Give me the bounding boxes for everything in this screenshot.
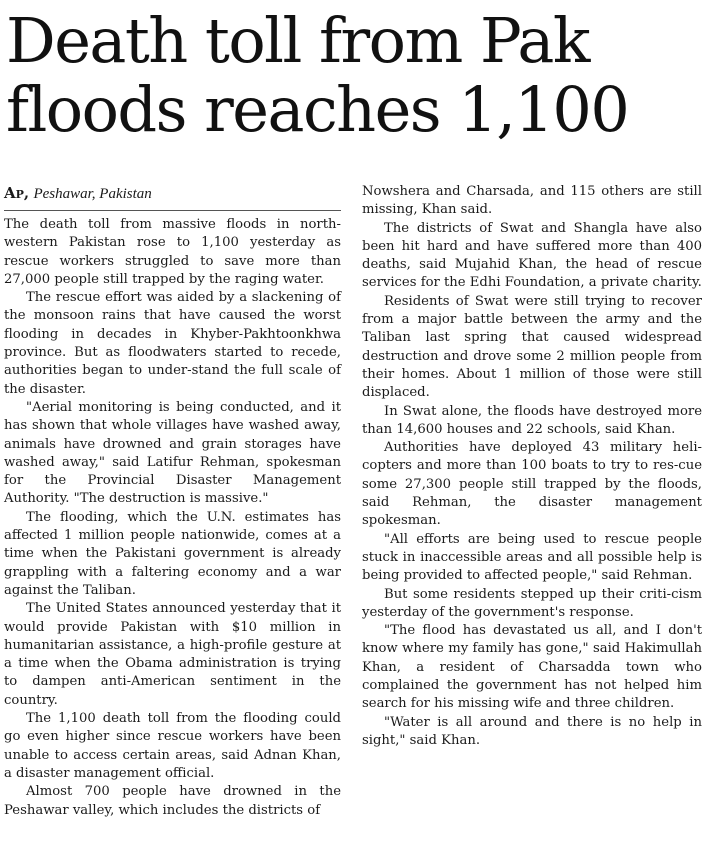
paragraph: The districts of Swat and Shangla have also been hit hard and have suffered more than 400 deaths, said Mujahid Khan, the head of rescue services for the Edhi Foundation, a private charity.	[362, 220, 702, 291]
paragraph: The flooding, which the U.N. estimates has affected 1 million people nationwide, comes at a time when the Pakistani government is already grappling with a faltering economy and a war against the Taliban.	[4, 509, 341, 598]
byline-location: Peshawar, Pakistan	[33, 186, 152, 202]
paragraph: "All efforts are being used to rescue people stuck in inaccessible areas and all possible help is being provided to affected people," said Rehman.	[362, 531, 702, 584]
paragraph: The United States announced yesterday that it would provide Pakistan with $10 million in humanitarian assistance, a high-profile gesture at a time when the Obama administration is trying to dampen anti-American sentiment in the country.	[4, 601, 341, 708]
paragraph-continued: Nowshera and Charsada, and 115 others are still missing, Khan said.	[362, 184, 702, 218]
byline	[4, 183, 341, 211]
paragraph: In Swat alone, the floods have destroyed more than 14,600 houses and 22 schools, said Khan.	[362, 403, 702, 437]
paragraph: Authorities have deployed 43 military heli-copters and more than 100 boats to try to res-cue some 27,300 people still trapped by the floods, said Rehman, the disaster management spokesman.	[362, 440, 702, 529]
byline-agency: Ap,	[4, 184, 30, 202]
paragraph: "Water is all around and there is no help in sight," said Khan.	[362, 714, 702, 748]
article-column-left	[4, 183, 341, 820]
paragraph: "The flood has devastated us all, and I don't know where my family has gone," said Hakimullah Khan, a resident of Charsadda town who complained the government has not helped him search for his missing wife and three children.	[362, 623, 702, 712]
paragraph: The death toll from massive floods in north-western Pakistan rose to 1,100 yesterday as rescue workers struggled to save more than 27,000 people still trapped by the raging water.	[4, 217, 341, 287]
paragraph: The rescue effort was aided by a slackening of the monsoon rains that have caused the worst flooding in decades in Khyber-Pakhtoonkhwa province. But as floodwaters started to recede, authorities began to under-stand the full scale of the disaster.	[4, 290, 341, 397]
paragraph: The 1,100 death toll from the flooding could go even higher since rescue workers have been unable to access certain areas, said Adnan Khan, a disaster management official.	[4, 711, 341, 781]
paragraph: "Aerial monitoring is being conducted, and it has shown that whole villages have washed away, animals have drowned and grain storages have washed away," said Latifur Rehman, spokesman for the Provincial Disaster Management Authority. "The destruction is massive."	[4, 399, 341, 507]
paragraph: But some residents stepped up their criti-cism yesterday of the government's response.	[362, 586, 702, 620]
paragraph: Residents of Swat were still trying to recover from a major battle between the army and the Taliban last spring that caused widespread destruction and drove some 2 million people from their homes. About 1 million of those were still displaced.	[362, 293, 702, 401]
headline: Death toll from Pak floods reaches 1,100	[6, 4, 629, 146]
paragraph: Almost 700 people have drowned in the Peshawar valley, which includes the districts of	[4, 784, 341, 818]
article-column-right	[362, 183, 702, 750]
